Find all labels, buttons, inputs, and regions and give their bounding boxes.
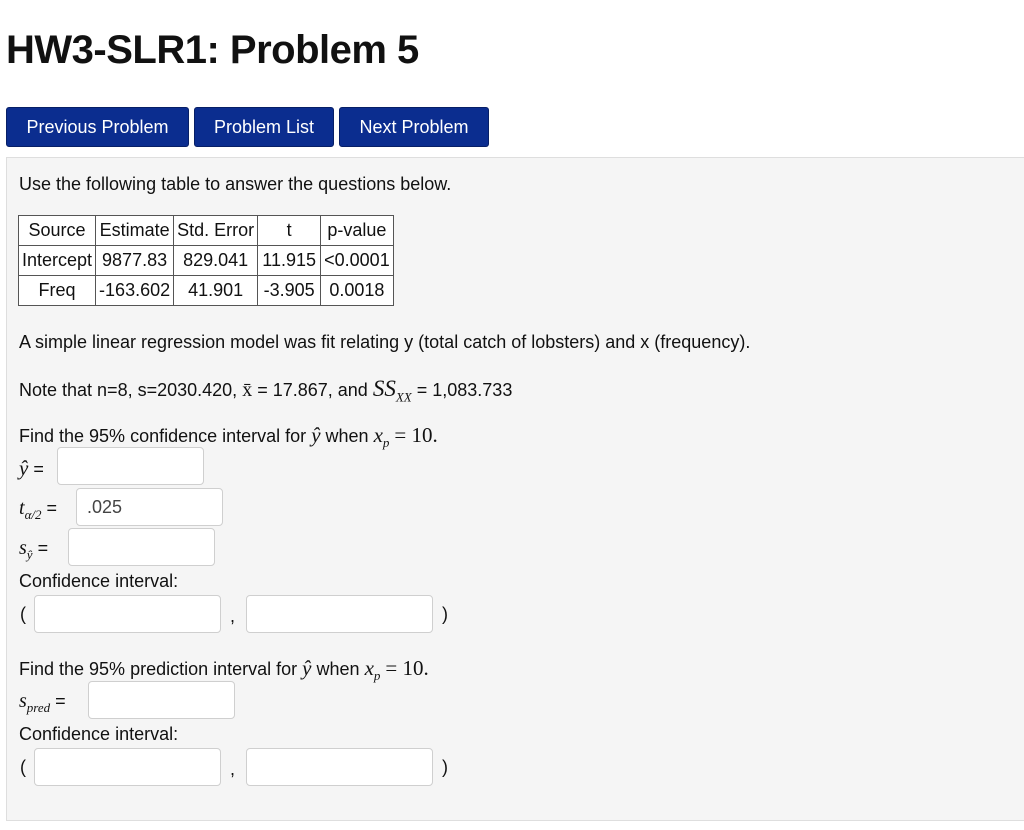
pi-close-paren: )	[442, 757, 448, 777]
xp-symbol: $x_p$	[373, 423, 390, 451]
table-cell: -163.602	[96, 276, 174, 306]
table-cell: Freq	[19, 276, 96, 306]
s-pred-input[interactable]	[88, 681, 235, 719]
table-cell: 0.0018	[321, 276, 394, 306]
ci-label: Confidence interval:	[19, 571, 179, 591]
xbar-symbol: x̄	[242, 379, 253, 401]
previous-problem-button[interactable]: Previous Problem	[6, 107, 189, 147]
regression-table	[18, 215, 394, 306]
pi-comma: ,	[230, 759, 236, 779]
table-header-cell: p-value	[321, 216, 394, 246]
next-problem-button[interactable]: Next Problem	[339, 107, 489, 147]
table-cell: <0.0001	[321, 246, 394, 276]
ci-open-paren: (	[20, 604, 26, 624]
yhat-symbol: ŷ	[302, 656, 312, 680]
s-yhat-input[interactable]	[68, 528, 215, 566]
t-alpha-input[interactable]	[76, 488, 223, 526]
table-cell: 9877.83	[96, 246, 174, 276]
s-yhat-label: $s_ŷ$ =	[19, 537, 49, 562]
ci-comma: ,	[230, 606, 236, 626]
pi-question: Find the 95% prediction interval for ŷ when $x_p = 10$.	[19, 656, 429, 684]
ci-upper-input[interactable]	[246, 595, 433, 633]
table-cell: 11.915	[258, 246, 321, 276]
table-header-cell: Std. Error	[174, 216, 258, 246]
page-title: HW3-SLR1: Problem 5	[6, 28, 419, 72]
table-row	[19, 276, 394, 306]
ssxx-value: = 1,083.733	[416, 380, 513, 400]
ci-question: Find the 95% confidence interval for ŷ when $x_p = 10$.	[19, 423, 438, 451]
pi-label: Confidence interval:	[19, 724, 179, 744]
pi-lower-input[interactable]	[34, 748, 221, 786]
table-row	[19, 246, 394, 276]
table-cell: 829.041	[174, 246, 258, 276]
note-prefix: Note that n=8, s=2030.420,	[19, 380, 238, 400]
table-cell: Intercept	[19, 246, 96, 276]
table-header-cell: Source	[19, 216, 96, 246]
table-cell: -3.905	[258, 276, 321, 306]
pi-open-paren: (	[20, 757, 26, 777]
yhat-input[interactable]	[57, 447, 204, 485]
table-cell: 41.901	[174, 276, 258, 306]
table-header-cell: Estimate	[96, 216, 174, 246]
ci-close-paren: )	[442, 604, 448, 624]
t-alpha-label: $t_{\alpha/2}$ =	[19, 497, 58, 522]
s-pred-label: $s_{pred}$ =	[19, 690, 66, 715]
yhat-label: ŷ =	[19, 456, 44, 480]
xbar-value: = 17.867, and	[257, 380, 368, 400]
ssxx-symbol: $SS_{XX}$	[372, 376, 412, 405]
model-description: A simple linear regression model was fit relating y (total catch of lobsters) and x (frequency).	[19, 332, 751, 352]
ci-lower-input[interactable]	[34, 595, 221, 633]
pi-upper-input[interactable]	[246, 748, 433, 786]
yhat-symbol: ŷ	[311, 423, 321, 447]
xp-symbol: $x_p$	[364, 656, 381, 684]
intro-text: Use the following table to answer the questions below.	[19, 174, 452, 194]
table-header-cell: t	[258, 216, 321, 246]
problem-list-button[interactable]: Problem List	[194, 107, 334, 147]
note-line	[19, 376, 512, 406]
table-header-row	[19, 216, 394, 246]
